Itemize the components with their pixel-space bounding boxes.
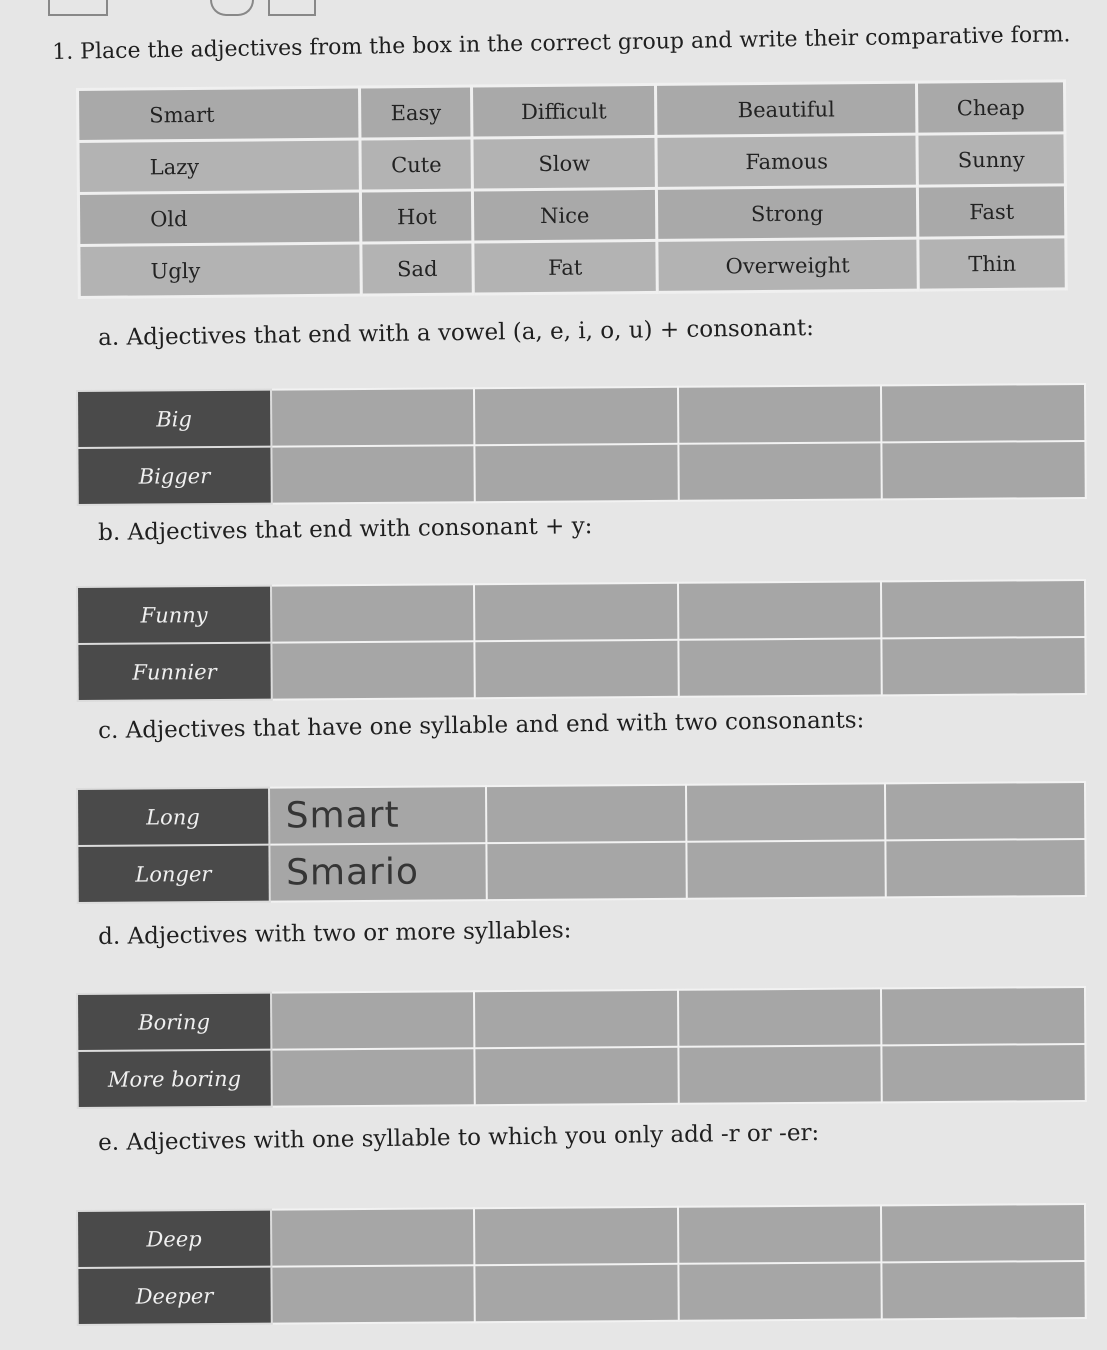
answer-cell[interactable]	[475, 1264, 679, 1322]
answer-cell[interactable]	[678, 385, 882, 443]
answer-cell[interactable]	[686, 783, 886, 841]
section-d-heading: d. Adjectives with two or more syllables:	[98, 917, 572, 950]
example-base: Deep	[77, 1210, 271, 1268]
example-base: Funny	[77, 586, 271, 644]
answer-cell[interactable]	[882, 637, 1086, 695]
answer-cell[interactable]	[475, 1047, 679, 1105]
answer-cell[interactable]	[271, 445, 475, 503]
box-cell: Fast	[918, 185, 1066, 238]
answer-cell[interactable]	[474, 387, 678, 445]
section-e-grid	[76, 1203, 1087, 1326]
answer-cell[interactable]	[678, 1045, 882, 1103]
answer-cell[interactable]	[881, 580, 1085, 638]
section-c-grid	[76, 781, 1087, 904]
top-decoration	[40, 0, 340, 18]
example-comparative: Deeper	[77, 1267, 271, 1325]
answer-cell[interactable]	[474, 990, 678, 1048]
answer-cell[interactable]	[881, 987, 1085, 1045]
box-cell: Cute	[360, 138, 473, 191]
answer-cell[interactable]	[271, 641, 475, 699]
section-e-heading: e. Adjectives with one syllable to which you only add -r or -er:	[98, 1119, 820, 1156]
answer-cell[interactable]	[678, 581, 882, 639]
box-row	[79, 237, 1066, 298]
box-cell: Beautiful	[655, 82, 917, 136]
box-row	[78, 185, 1065, 246]
answer-cell[interactable]	[678, 638, 882, 696]
answer-cell[interactable]	[678, 442, 882, 500]
answer-cell[interactable]	[271, 584, 475, 642]
box-row	[78, 81, 1065, 142]
answer-cell[interactable]	[885, 782, 1085, 840]
answer-cell[interactable]	[882, 1261, 1086, 1319]
answer-cell[interactable]	[474, 583, 678, 641]
base-row	[77, 580, 1085, 644]
comparative-row	[77, 839, 1085, 903]
example-base: Long	[77, 788, 269, 846]
base-row	[77, 384, 1085, 448]
answer-cell[interactable]	[271, 388, 475, 446]
example-comparative: More boring	[77, 1050, 271, 1108]
answer-cell[interactable]	[271, 1265, 475, 1323]
answer-cell[interactable]	[678, 988, 882, 1046]
box-cell: Sad	[361, 242, 474, 295]
answer-cell[interactable]	[474, 1207, 678, 1265]
answer-cell[interactable]	[271, 991, 475, 1049]
answer-cell[interactable]	[881, 1204, 1085, 1262]
section-a-grid	[76, 383, 1087, 506]
section-d-grid	[76, 986, 1087, 1109]
example-comparative: Funnier	[77, 643, 271, 701]
section-a-heading: a. Adjectives that end with a vowel (a, e, i, o, u) + consonant:	[98, 315, 815, 351]
answer-cell[interactable]	[475, 444, 679, 502]
box-cell: Fat	[473, 240, 657, 294]
comparative-row	[77, 1044, 1085, 1108]
comparative-row	[77, 441, 1085, 505]
answer-cell[interactable]	[882, 1044, 1086, 1102]
comparative-row	[77, 1261, 1085, 1325]
exercise-title: 1. Place the adjectives from the box in the correct group and write their comparative form.	[52, 22, 1071, 65]
section-b-grid	[76, 579, 1087, 702]
box-row	[78, 133, 1065, 194]
section-c-heading: c. Adjectives that have one syllable and end with two consonants:	[98, 707, 865, 744]
answer-cell[interactable]	[678, 1205, 882, 1263]
box-cell: Nice	[473, 188, 657, 242]
handwritten-answer[interactable]: Smart	[269, 786, 487, 845]
answer-cell[interactable]	[486, 785, 686, 843]
box-cell: Ugly	[79, 243, 361, 297]
box-cell: Old	[78, 191, 360, 245]
box-cell: Difficult	[472, 84, 656, 138]
answer-cell[interactable]	[271, 1048, 475, 1106]
box-cell: Strong	[656, 186, 918, 240]
base-row	[77, 1204, 1085, 1268]
box-cell: Famous	[656, 134, 918, 188]
box-cell: Slow	[472, 136, 656, 190]
section-b-heading: b. Adjectives that end with consonant + y:	[98, 513, 593, 546]
base-row	[77, 782, 1085, 846]
box-cell: Smart	[78, 87, 360, 141]
answer-cell[interactable]	[882, 441, 1086, 499]
box-cell: Hot	[360, 190, 473, 243]
box-cell: Thin	[918, 237, 1066, 290]
answer-cell[interactable]	[271, 1208, 475, 1266]
box-cell: Easy	[360, 86, 473, 139]
answer-cell[interactable]	[886, 839, 1086, 897]
answer-cell[interactable]	[475, 640, 679, 698]
comparative-row	[77, 637, 1085, 701]
box-cell: Overweight	[657, 238, 919, 292]
handwritten-answer[interactable]: Smario	[269, 843, 487, 902]
example-comparative: Bigger	[77, 447, 271, 505]
answer-cell[interactable]	[678, 1262, 882, 1320]
adjective-box	[76, 79, 1068, 299]
answer-cell[interactable]	[486, 842, 686, 900]
answer-cell[interactable]	[686, 840, 886, 898]
example-base: Boring	[77, 993, 271, 1051]
base-row	[77, 987, 1085, 1051]
box-cell: Sunny	[917, 133, 1065, 186]
example-base: Big	[77, 390, 271, 448]
box-cell: Lazy	[78, 139, 360, 193]
example-comparative: Longer	[77, 845, 269, 903]
box-cell: Cheap	[917, 81, 1065, 134]
answer-cell[interactable]	[881, 384, 1085, 442]
